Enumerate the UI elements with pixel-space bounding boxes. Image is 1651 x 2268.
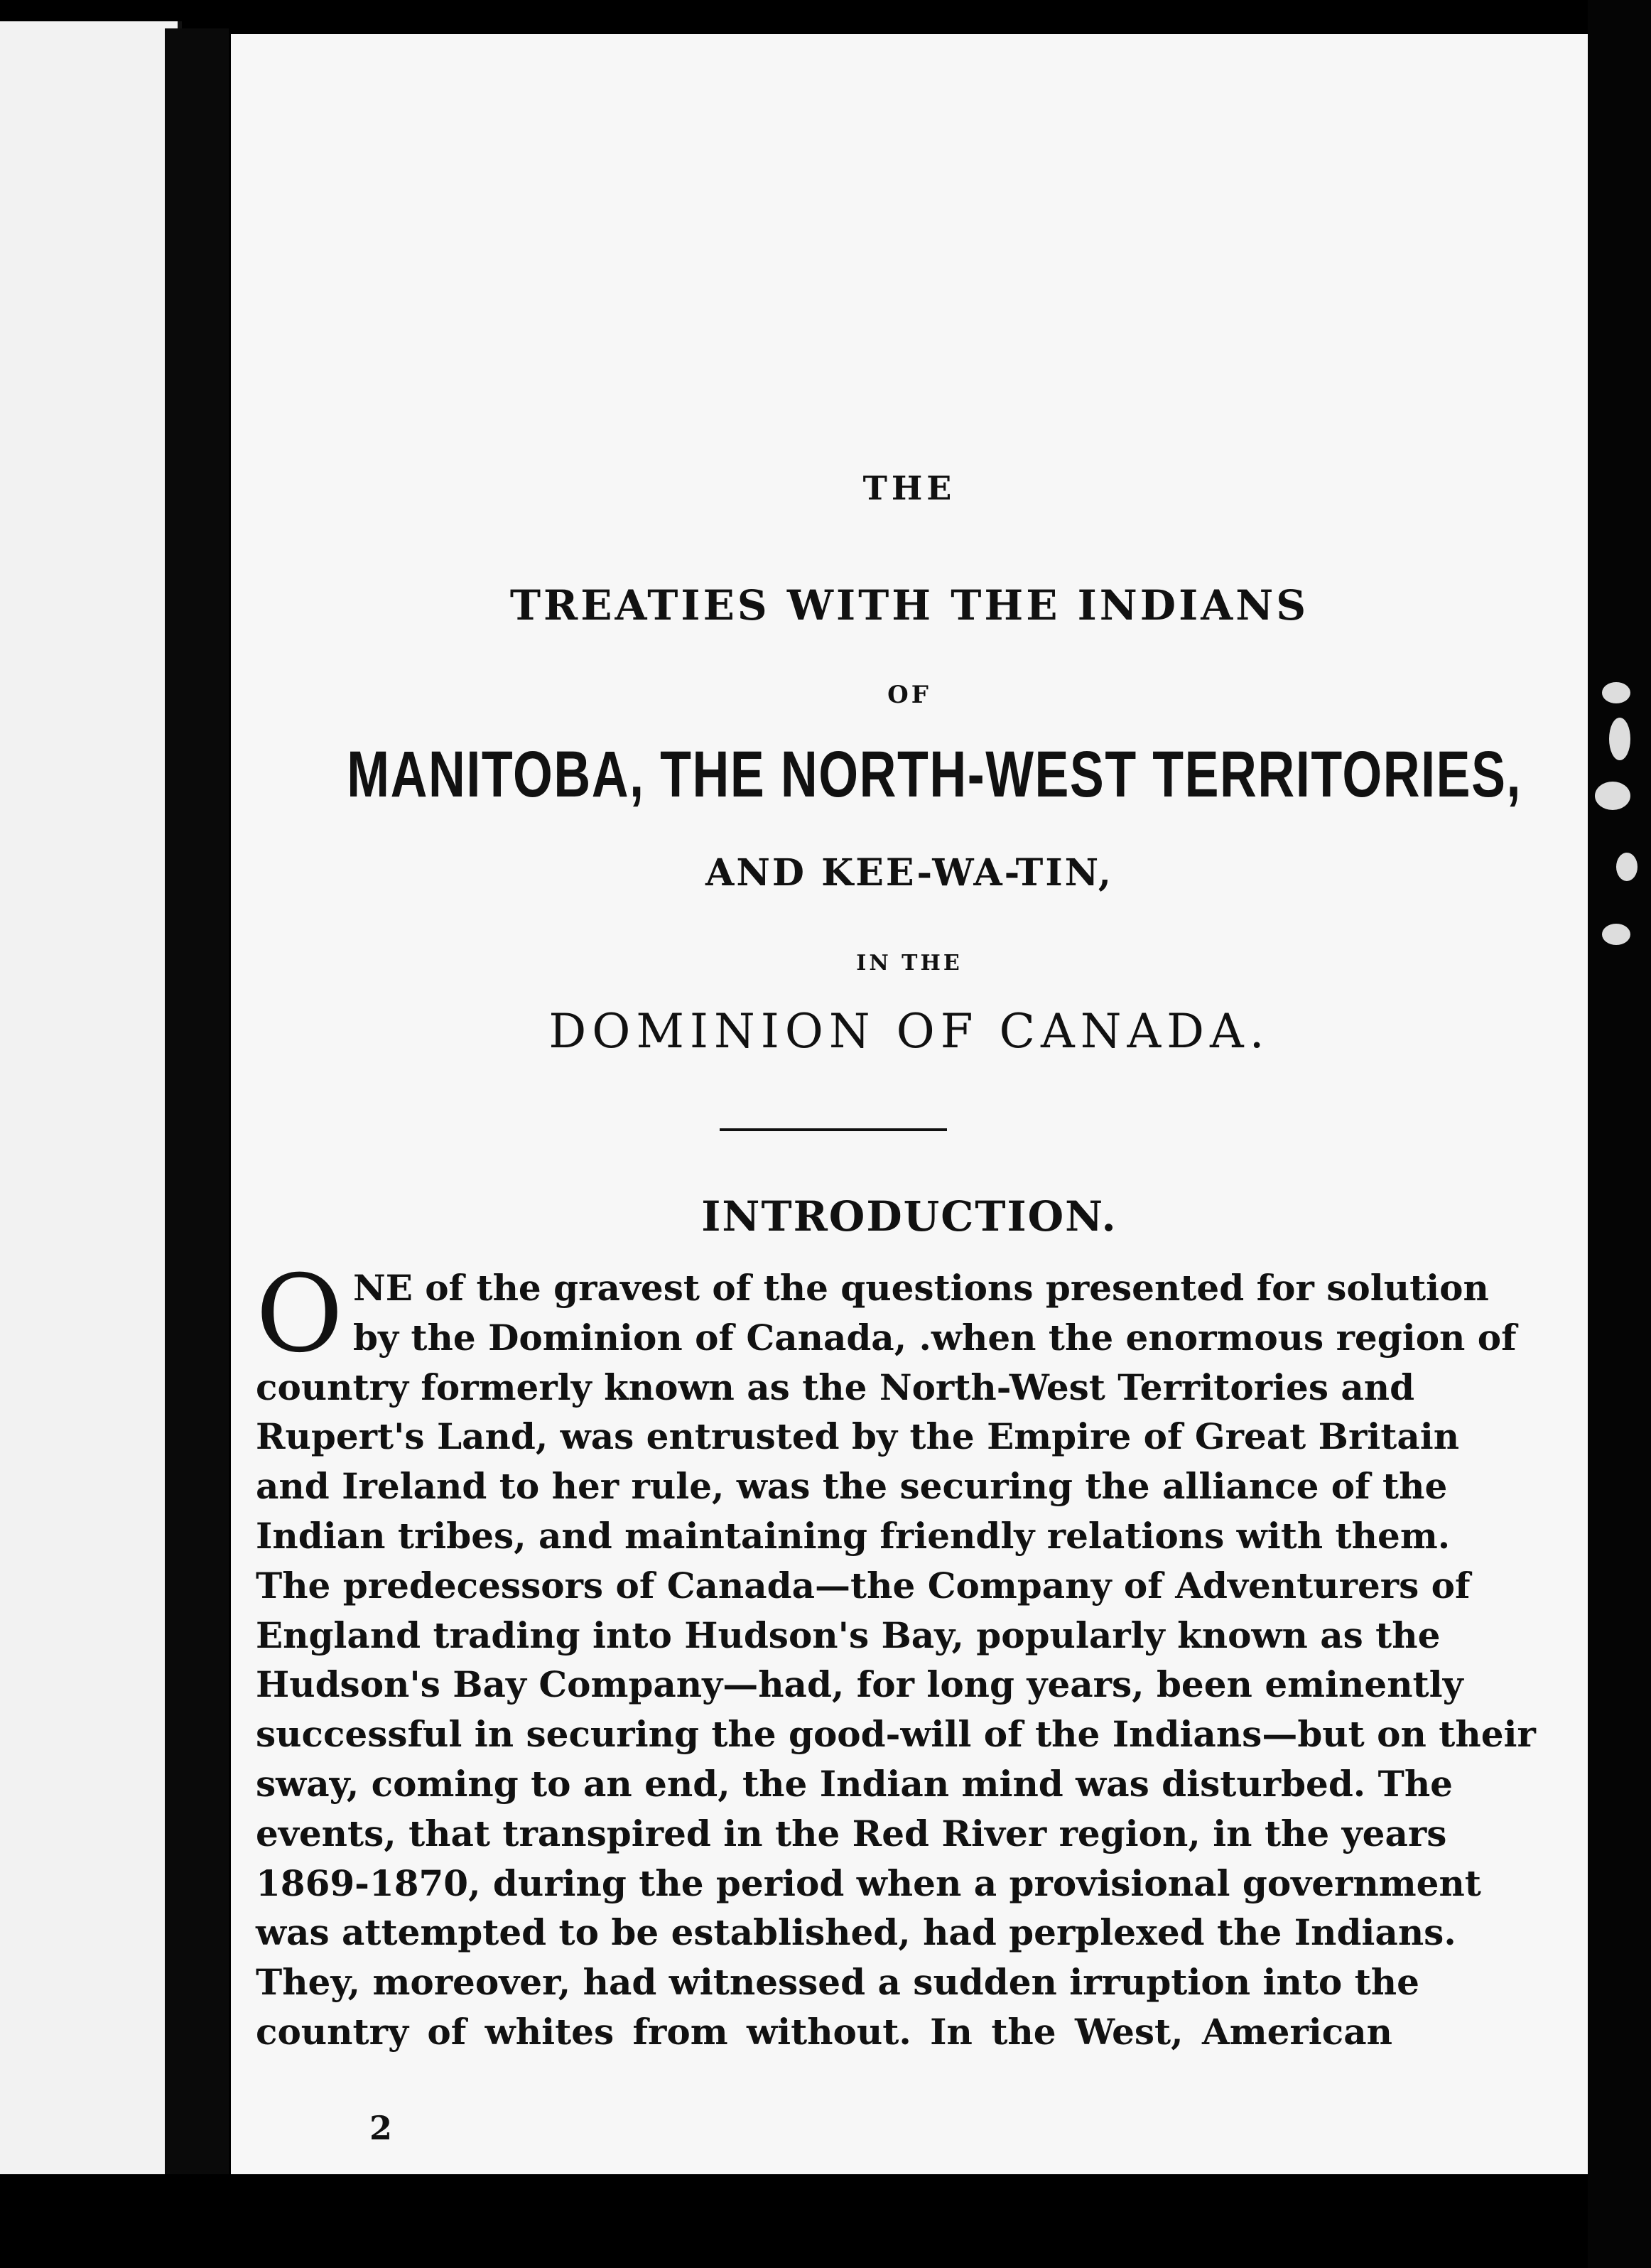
title-regions: MANITOBA, THE NORTH-WEST TERRITORIES, — [347, 738, 1522, 811]
title-divider — [720, 1128, 947, 1131]
paragraph-line: was attempted to be established, had perplexed the Indians. — [256, 1911, 1456, 1954]
paragraph-line: England trading into Hudson's Bay, popularly known as the — [256, 1614, 1441, 1656]
paragraph-line: NE of the gravest of the questions presented for solution — [352, 1267, 1489, 1309]
paragraph-line: country of whites from without. In the West, American — [256, 2010, 1392, 2053]
paragraph-line: country formerly known as the North-West Territories and — [256, 1366, 1415, 1408]
section-heading: INTRODUCTION. — [701, 1192, 1117, 1241]
paragraph-line: Hudson's Bay Company—had, for long years, been eminently — [256, 1663, 1463, 1706]
scan-border — [1588, 0, 1651, 2268]
book-spine — [165, 28, 229, 2174]
paragraph-line: successful in securing the good-will of the Indians—but on their — [256, 1713, 1536, 1756]
page-number: 2 — [369, 2109, 393, 2147]
book-page — [231, 34, 1588, 2174]
paragraph-line: The predecessors of Canada—the Company of Adventurers of — [256, 1564, 1471, 1606]
title-kee-wa-tin: AND KEE-WA-TIN, — [705, 851, 1113, 895]
title-treaties: TREATIES WITH THE INDIANS — [509, 581, 1309, 630]
paragraph-line: and Ireland to her rule, was the securing the alliance of the — [256, 1465, 1448, 1508]
paragraph-line: Rupert's Land, was entrusted by the Empire of Great Britain — [256, 1415, 1460, 1458]
title-of: OF — [887, 681, 931, 709]
title-the: THE — [862, 469, 956, 507]
paragraph-line: sway, coming to an end, the Indian mind was disturbed. The — [256, 1762, 1453, 1805]
paragraph-line: events, that transpired in the Red River region, in the years — [256, 1812, 1447, 1854]
paragraph-line: Indian tribes, and maintaining friendly relations with them. — [256, 1514, 1451, 1557]
title-dominion: DOMINION OF CANADA. — [548, 1004, 1270, 1059]
paragraph-line: by the Dominion of Canada, .when the enormous region of — [352, 1316, 1517, 1359]
title-in-the: IN THE — [856, 951, 963, 976]
intro-paragraph — [256, 1253, 1536, 2057]
facing-page — [0, 21, 182, 2174]
paragraph-line: 1869-1870, during the period when a provisional government — [256, 1862, 1481, 1904]
drop-cap: O — [256, 1253, 343, 1376]
paragraph-line: They, moreover, had witnessed a sudden irruption into the — [256, 1961, 1419, 2004]
